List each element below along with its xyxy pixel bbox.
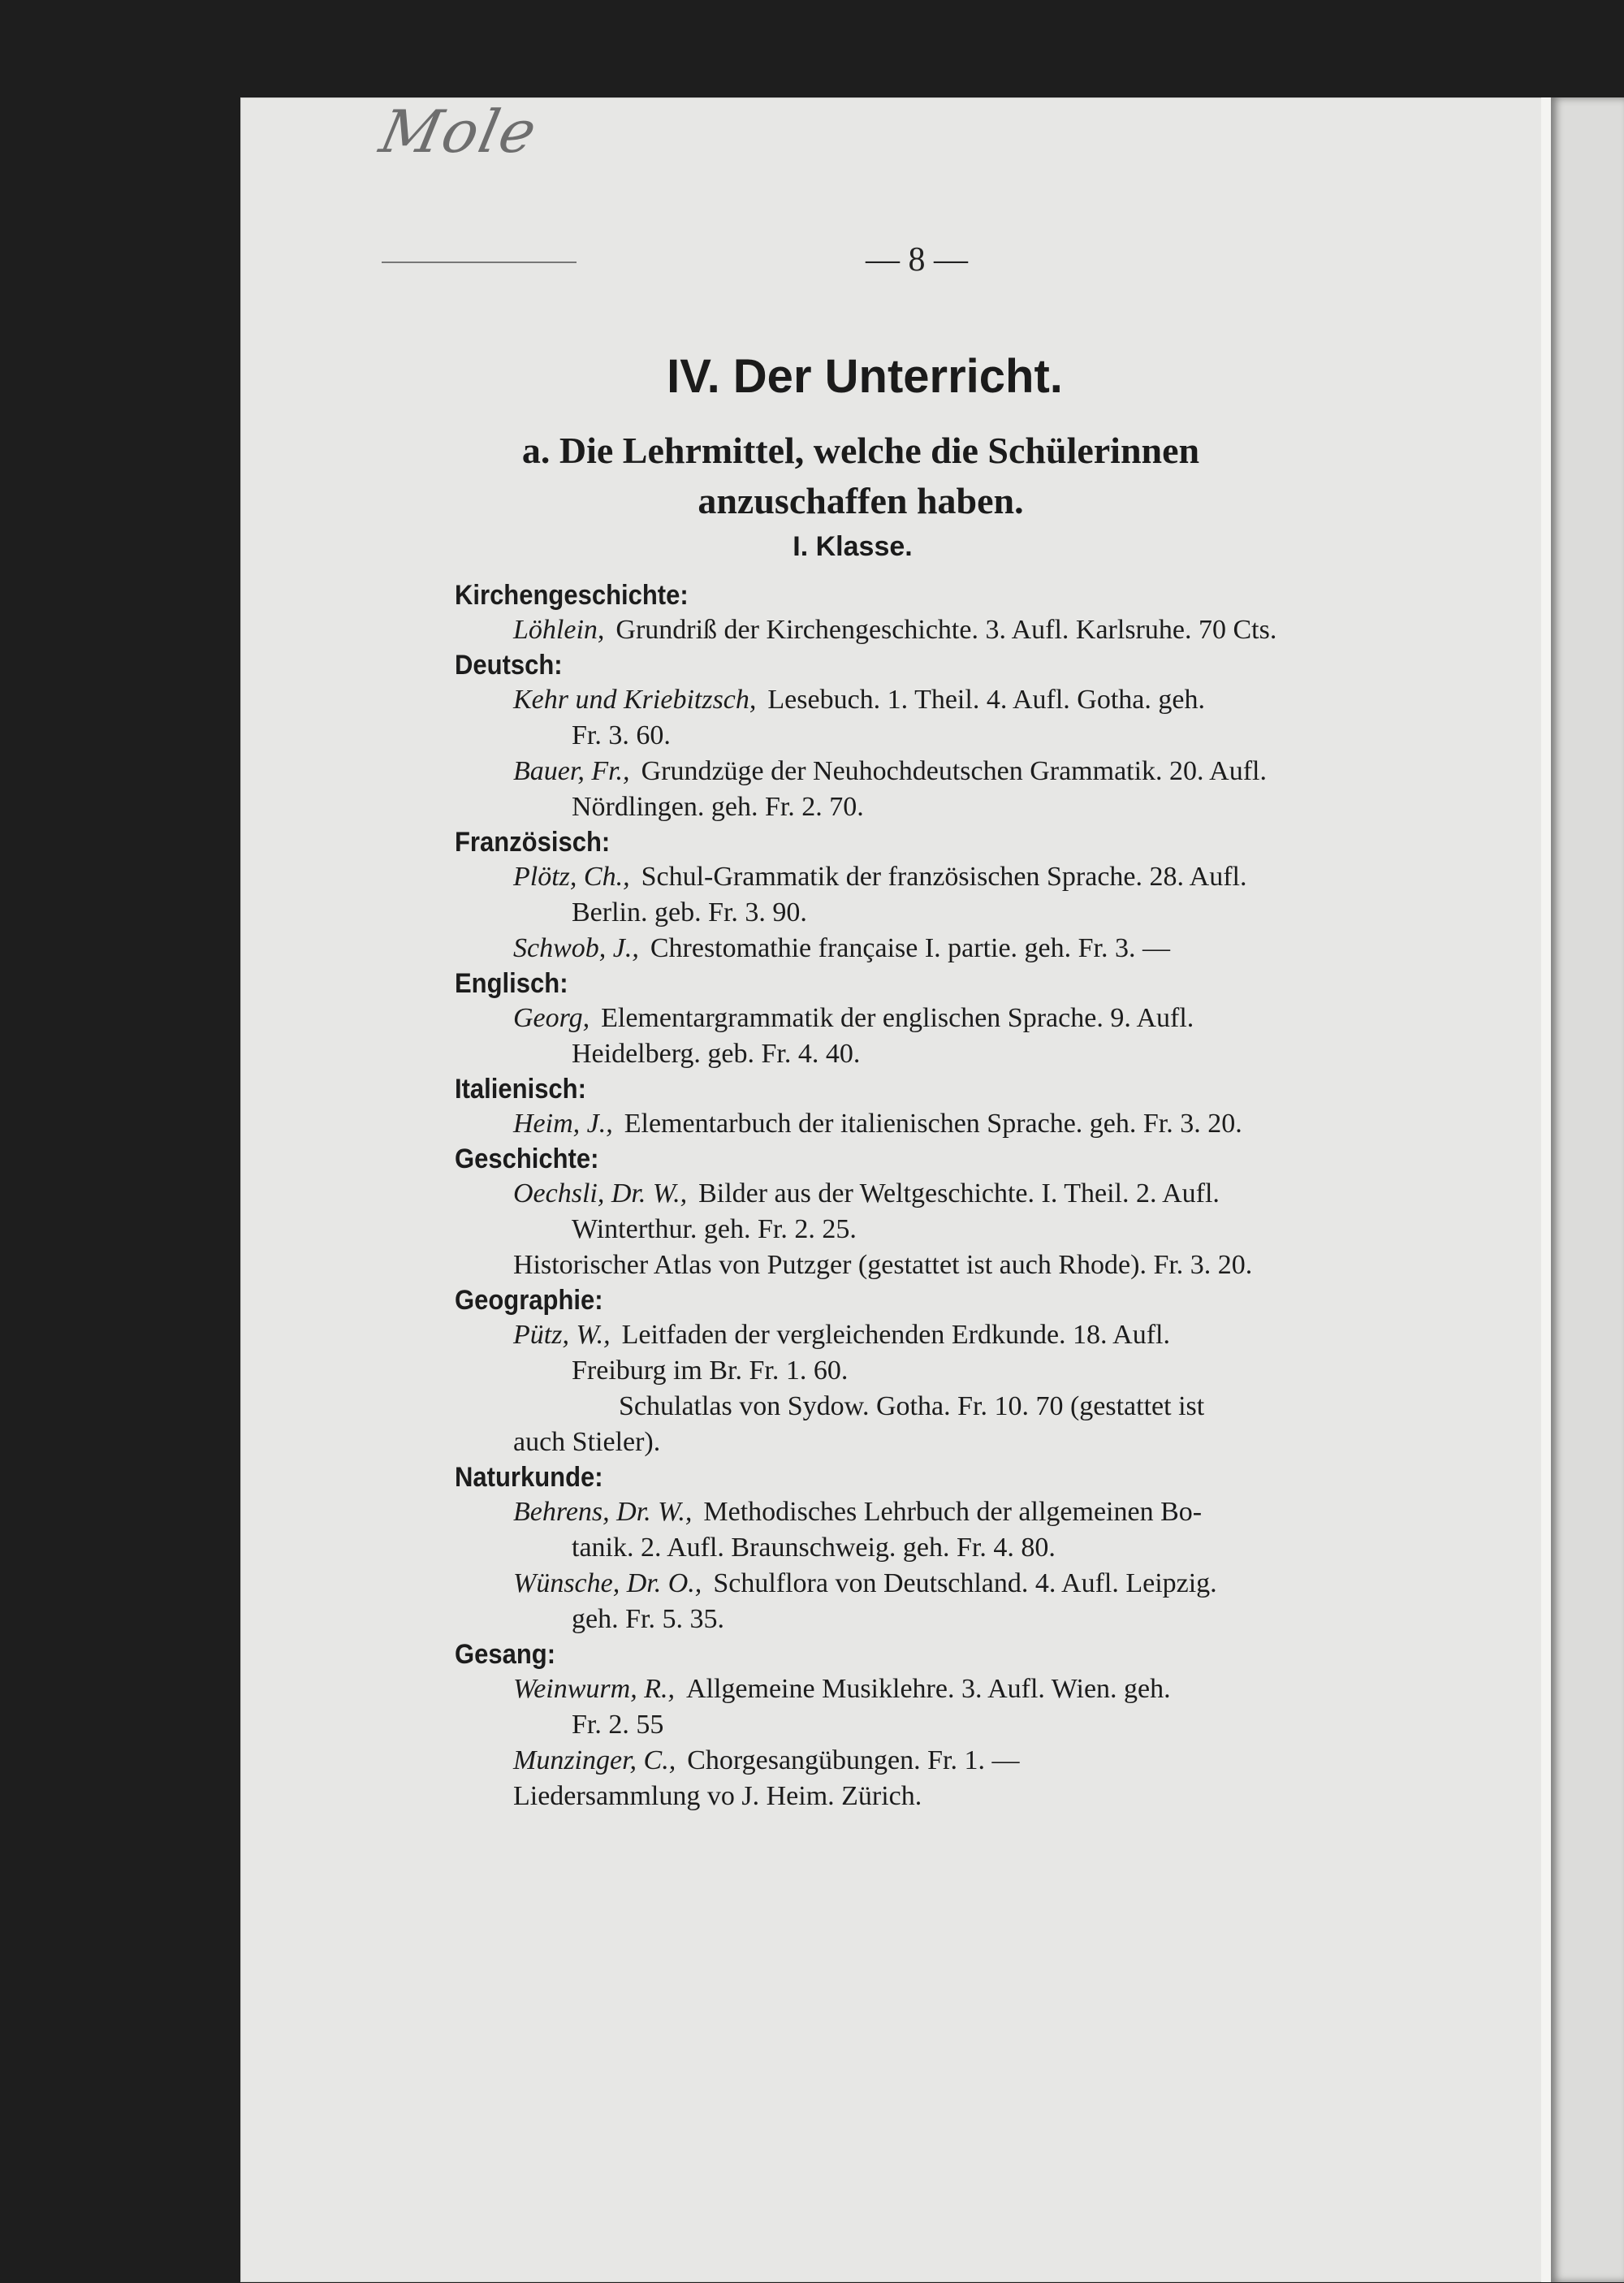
book-details-continued: Heidelberg. geb. Fr. 4. 40. <box>572 1039 861 1069</box>
book-details-continued: Nördlingen. geh. Fr. 2. 70. <box>572 792 864 822</box>
handwritten-note: Mole <box>374 97 544 166</box>
subject-heading: Geographie: <box>455 1283 603 1317</box>
handwritten-underline <box>382 262 577 263</box>
book-author: Schwob, J., <box>513 933 639 963</box>
book-entry <box>513 1779 1429 1814</box>
subject-heading: Naturkunde: <box>455 1460 603 1494</box>
book-author: Behrens, Dr. W., <box>513 1497 693 1527</box>
class-heading: I. Klasse. <box>793 531 913 562</box>
subject-heading: Italienisch: <box>455 1072 586 1105</box>
book-details: Chorgesangübungen. Fr. 1. — <box>687 1745 1020 1775</box>
book-author: Munzinger, C., <box>513 1745 676 1775</box>
subject-heading: Geschichte: <box>455 1142 599 1175</box>
book-details-continued: Freiburg im Br. Fr. 1. 60. <box>572 1356 849 1386</box>
page-number: — 8 — <box>866 241 968 279</box>
book-author: Plötz, Ch., <box>513 862 630 892</box>
book-details: Elementargrammatik der englischen Sprache. 9. Aufl. <box>601 1003 1194 1033</box>
subject-heading: Deutsch: <box>455 648 563 681</box>
book-entry <box>513 1566 1429 1637</box>
book-entry <box>513 1389 1429 1460</box>
book-entry <box>513 1176 1429 1247</box>
book-details-continued: tanik. 2. Aufl. Braunschweig. geh. Fr. 4. 80. <box>572 1533 1056 1563</box>
book-entry <box>513 1001 1429 1072</box>
subsection-title-line: anzuschaffen haben. <box>698 480 1024 521</box>
subject-heading: Gesang: <box>455 1637 556 1671</box>
book-details: Historischer Atlas von Putzger (gestattet ist auch Rhode). Fr. 3. 20. <box>513 1250 1253 1280</box>
book-details: Liedersammlung vo J. Heim. Zürich. <box>513 1781 922 1811</box>
book-author: Georg, <box>513 1003 590 1033</box>
book-author: Pütz, W., <box>513 1320 611 1350</box>
book-entry <box>513 1106 1429 1142</box>
book-details: Schulatlas von Sydow. Gotha. Fr. 10. 70 (gestattet ist <box>619 1391 1205 1421</box>
subsection-title-line: a. Die Lehrmittel, welche die Schülerinnen <box>521 430 1200 471</box>
book-author: Heim, J., <box>513 1109 613 1139</box>
book-list <box>455 578 1429 1814</box>
book-entry <box>513 1671 1429 1743</box>
book-details: Leitfaden der vergleichenden Erdkunde. 18. Aufl. <box>621 1320 1171 1350</box>
book-details: Schulflora von Deutschland. 4. Aufl. Leipzig. <box>713 1568 1217 1598</box>
book-entry <box>513 1247 1429 1283</box>
subsection-title <box>292 426 1429 526</box>
book-spine <box>1551 97 1624 2282</box>
subject-heading: Französisch: <box>455 825 611 858</box>
section-title: IV. Der Unterricht. <box>667 350 1063 403</box>
book-details-continued: Winterthur. geh. Fr. 2. 25. <box>572 1214 857 1244</box>
book-entry <box>513 612 1429 648</box>
book-details-continued: Fr. 3. 60. <box>572 720 671 750</box>
book-author: Kehr und Kriebitzsch, <box>513 685 757 715</box>
book-details: Bilder aus der Weltgeschichte. I. Theil. 2. Aufl. <box>698 1178 1220 1209</box>
book-author: Löhlein, <box>513 615 605 645</box>
book-details: Lesebuch. 1. Theil. 4. Aufl. Gotha. geh. <box>767 685 1205 715</box>
book-details: Elementarbuch der italienischen Sprache. geh. Fr. 3. 20. <box>624 1109 1242 1139</box>
page-edge <box>1541 97 1551 2282</box>
book-author: Oechsli, Dr. W., <box>513 1178 688 1209</box>
book-entry <box>513 1317 1429 1389</box>
book-author: Wünsche, Dr. O., <box>513 1568 702 1598</box>
book-entry <box>513 1743 1429 1779</box>
book-entry <box>513 859 1429 931</box>
book-details: Allgemeine Musiklehre. 3. Aufl. Wien. geh. <box>685 1674 1171 1704</box>
book-details-continued: auch Stieler). <box>513 1427 661 1457</box>
book-author: Bauer, Fr., <box>513 756 630 786</box>
subject-heading: Englisch: <box>455 966 568 1000</box>
book-details-continued: Berlin. geb. Fr. 3. 90. <box>572 897 807 927</box>
book-entry <box>513 754 1429 825</box>
book-details: Schul-Grammatik der französischen Sprache. 28. Aufl. <box>641 862 1247 892</box>
book-entry <box>513 1494 1429 1566</box>
book-author: Weinwurm, R., <box>513 1674 675 1704</box>
book-details: Chrestomathie française I. partie. geh. Fr. 3. — <box>650 933 1170 963</box>
book-details: Grundriß der Kirchengeschichte. 3. Aufl. Karlsruhe. 70 Cts. <box>615 615 1277 645</box>
book-details-continued: Fr. 2. 55 <box>572 1710 664 1740</box>
book-details: Methodisches Lehrbuch der allgemeinen Bo- <box>703 1497 1203 1527</box>
book-entry <box>513 931 1429 966</box>
subject-heading: Kirchengeschichte: <box>455 578 689 612</box>
book-details-continued: geh. Fr. 5. 35. <box>572 1604 724 1634</box>
book-details: Grundzüge der Neuhochdeutschen Grammatik. 20. Aufl. <box>641 756 1268 786</box>
book-entry <box>513 682 1429 754</box>
